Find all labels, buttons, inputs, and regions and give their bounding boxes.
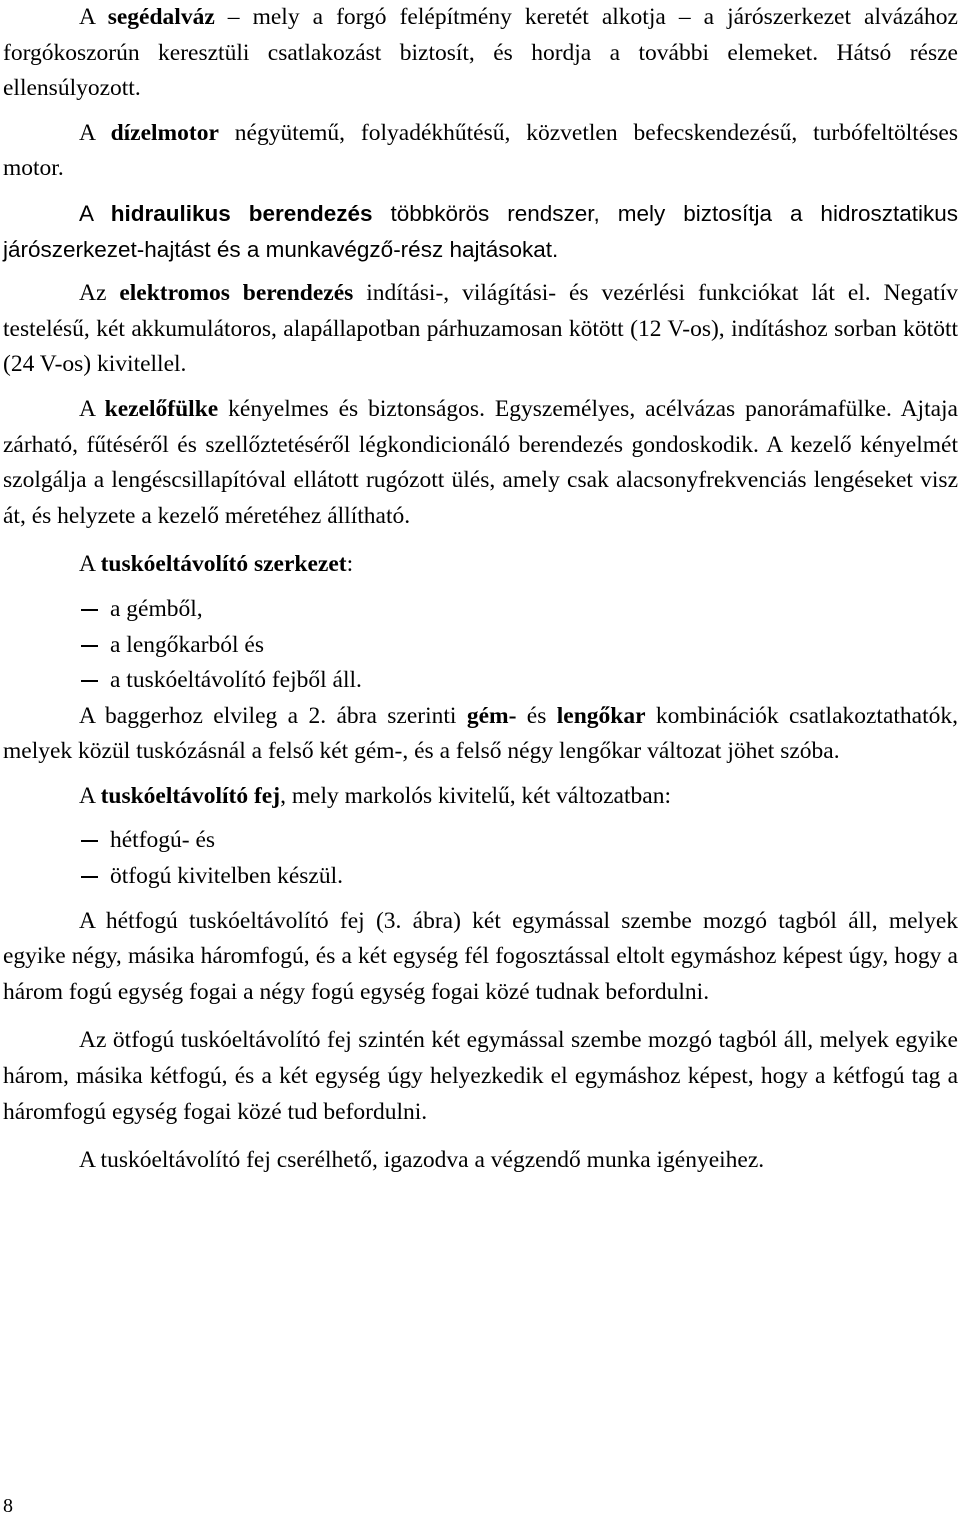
paragraph-tuskoeltavolito-szerkezet: A tuskóeltávolító szerkezet: [79,551,354,578]
variant-list [3,823,958,894]
term-kezelofulke: kezelőfülke [104,395,219,422]
dash-bullet [81,876,98,878]
dash-bullet [81,645,98,647]
term-segedalvaz: segédalváz [107,4,215,30]
paragraph-cserelheto: A tuskóeltávolító fej cserélhető, igazodva a végzendő munka igényeihez. [79,1147,765,1174]
list-item: hétfogú- és [3,823,958,859]
paragraph-kezelofulke: A kezelőfülke kényelmes és biztonságos. Egyszemélyes, acélvázas panorámafülke. Ajtaja zárható, fűtéséről és szellőztetéséről légkondicionáló berendezés gondoskodik. A kezelő kényelmét szolgálja a lengéscsillapítóval ellátott rugózott ülés, amely csak alacsonyfrekvenciás lengéseket visz át, és helyzete a kezelő méretéhez állítható. [3,395,958,529]
list-item: ötfogú kivitelben készül. [3,859,958,895]
dash-bullet [81,840,98,842]
paragraph-hidraulikus: A hidraulikus berendezés többkörös rendszer, mely biztosítja a hidrosztatikus járószerkezet-hajtást és a munkavégző-rész hajtásokat. [3,200,958,262]
term-tuskoeltavolito-fej: tuskóeltávolító fej [100,782,281,809]
list-item: a tuskóeltávolító fejből áll. [3,663,958,699]
term-hidraulikus: hidraulikus berendezés [110,200,373,226]
term-lengokar: lengőkar [556,702,646,729]
component-list [3,592,958,699]
list-item: a lengőkarból és [3,628,958,664]
paragraph-tuskoeltavolito-fej: A tuskóeltávolító fej, mely markolós kivitelű, két változatban: [79,782,671,809]
dash-bullet [81,680,98,682]
page-number: 8 [3,1495,13,1517]
paragraph-segedalvaz: A segédalváz – mely a forgó felépítmény keretét alkotja – a járószerkezet alvázához forgókoszorún keresztüli csatlakozást biztosít, és hordja a további elemeket. Hátsó része ellensúlyozott. [3,4,958,102]
paragraph-elektromos: Az elektromos berendezés indítási-, világítási- és vezérlési funkciókat lát el. Negatív testelésű, két akkumulátoros, alapállapotban párhuzamosan kötött (12 V-os), indításhoz sorban kötött (24 V-os) kivitellel. [3,280,958,378]
paragraph-hetfogu: A hétfogú tuskóeltávolító fej (3. ábra) két egymással szembe mozgó tagból áll, melyek egyike négy, másika háromfogú, és a két egység fél fogosztással eltolt egymáshoz képest úgy, hogy a három fogú egység fogai a négy fogú egység fogai közé tudnak befordulni. [3,907,958,1005]
paragraph-dizelmotor: A dízelmotor négyütemű, folyadékhűtésű, közvetlen befecskendezésű, turbófeltöltéses motor. [3,119,958,182]
term-gem: gém- [466,702,517,729]
list-item: a gémből, [3,592,958,628]
term-dizelmotor: dízelmotor [110,119,219,146]
dash-bullet [81,609,98,611]
paragraph-otfogu: Az ötfogú tuskóeltávolító fej szintén két egymással szembe mozgó tagból áll, melyek egyike három, másika kétfogú, és a két egység úgy helyezkedik el egymáshoz képest, hogy a kétfogú tag a háromfogú egység fogai közé tud befordulni. [3,1027,958,1125]
paragraph-gem-lengokar: A baggerhoz elvileg a 2. ábra szerinti gém- és lengőkar kombinációk csatlakoztathatók, melyek közül tuskózásnál a felső két gém-, és a felső négy lengőkar változat jöhet szóba. [3,702,959,765]
term-tuskoeltavolito-szerkezet: tuskóeltávolító szerkezet [100,551,347,578]
term-elektromos: elektromos berendezés [119,280,354,307]
document-page [3,0,958,1179]
